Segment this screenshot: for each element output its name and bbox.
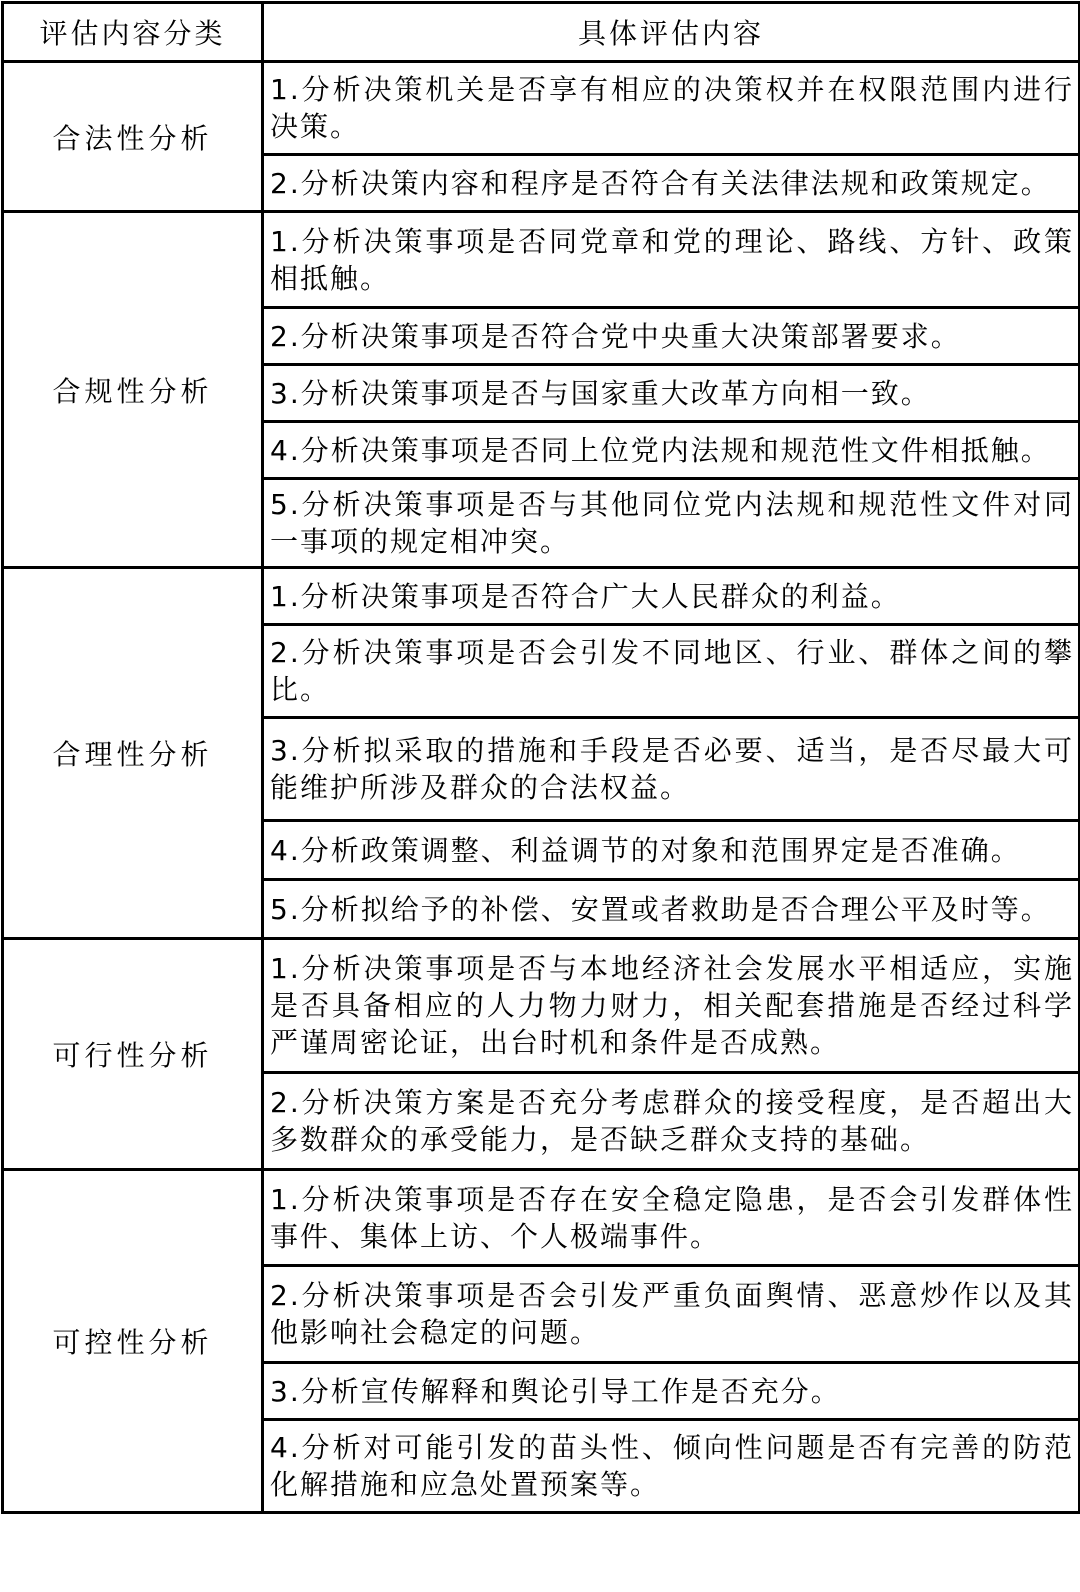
- category-legality: 合法性分析: [3, 62, 263, 212]
- table-cell: 4.分析政策调整、利益调节的对象和范围界定是否准确。: [263, 821, 1080, 880]
- table-cell: 3.分析拟采取的措施和手段是否必要、适当，是否尽最大可能维护所涉及群众的合法权益。: [263, 718, 1080, 821]
- table-cell: 2.分析决策事项是否会引发严重负面舆情、恶意炒作以及其他影响社会稳定的问题。: [263, 1266, 1080, 1363]
- table-cell: 5.分析拟给予的补偿、安置或者救助是否合理公平及时等。: [263, 880, 1080, 939]
- table-cell: 5.分析决策事项是否与其他同位党内法规和规范性文件对同一事项的规定相冲突。: [263, 479, 1080, 568]
- table-cell: 4.分析对可能引发的苗头性、倾向性问题是否有完善的防范化解措施和应急处置预案等。: [263, 1420, 1080, 1513]
- assessment-table: [1, 1, 1080, 1514]
- header-row: [3, 3, 1080, 62]
- table-cell: 3.分析宣传解释和舆论引导工作是否充分。: [263, 1363, 1080, 1420]
- table-cell: 1.分析决策事项是否与本地经济社会发展水平相适应，实施是否具备相应的人力物力财力，相关配套措施是否经过科学严谨周密论证，出台时机和条件是否成熟。: [263, 939, 1080, 1073]
- table-cell: 2.分析决策事项是否符合党中央重大决策部署要求。: [263, 308, 1080, 365]
- table-cell: 2.分析决策事项是否会引发不同地区、行业、群体之间的攀比。: [263, 625, 1080, 718]
- header-content: 具体评估内容: [263, 3, 1080, 62]
- category-controllability: 可控性分析: [3, 1170, 263, 1513]
- table-row: [3, 939, 1080, 1073]
- table-cell: 1.分析决策事项是否同党章和党的理论、路线、方针、政策相抵触。: [263, 212, 1080, 308]
- table-cell: 3.分析决策事项是否与国家重大改革方向相一致。: [263, 365, 1080, 422]
- table-cell: 1.分析决策事项是否符合广大人民群众的利益。: [263, 568, 1080, 625]
- table-cell: 4.分析决策事项是否同上位党内法规和规范性文件相抵触。: [263, 422, 1080, 479]
- table-row: [3, 1170, 1080, 1266]
- table-row: [3, 568, 1080, 625]
- table-cell: 2.分析决策方案是否充分考虑群众的接受程度，是否超出大多数群众的承受能力，是否缺乏群众支持的基础。: [263, 1073, 1080, 1170]
- category-feasibility: 可行性分析: [3, 939, 263, 1170]
- category-compliance: 合规性分析: [3, 212, 263, 568]
- table-row: [3, 212, 1080, 308]
- table-cell: 1.分析决策机关是否享有相应的决策权并在权限范围内进行决策。: [263, 62, 1080, 155]
- table-cell: 1.分析决策事项是否存在安全稳定隐患，是否会引发群体性事件、集体上访、个人极端事件。: [263, 1170, 1080, 1266]
- header-category: 评估内容分类: [3, 3, 263, 62]
- table-row: [3, 62, 1080, 155]
- table-cell: 2.分析决策内容和程序是否符合有关法律法规和政策规定。: [263, 155, 1080, 212]
- category-rationality: 合理性分析: [3, 568, 263, 939]
